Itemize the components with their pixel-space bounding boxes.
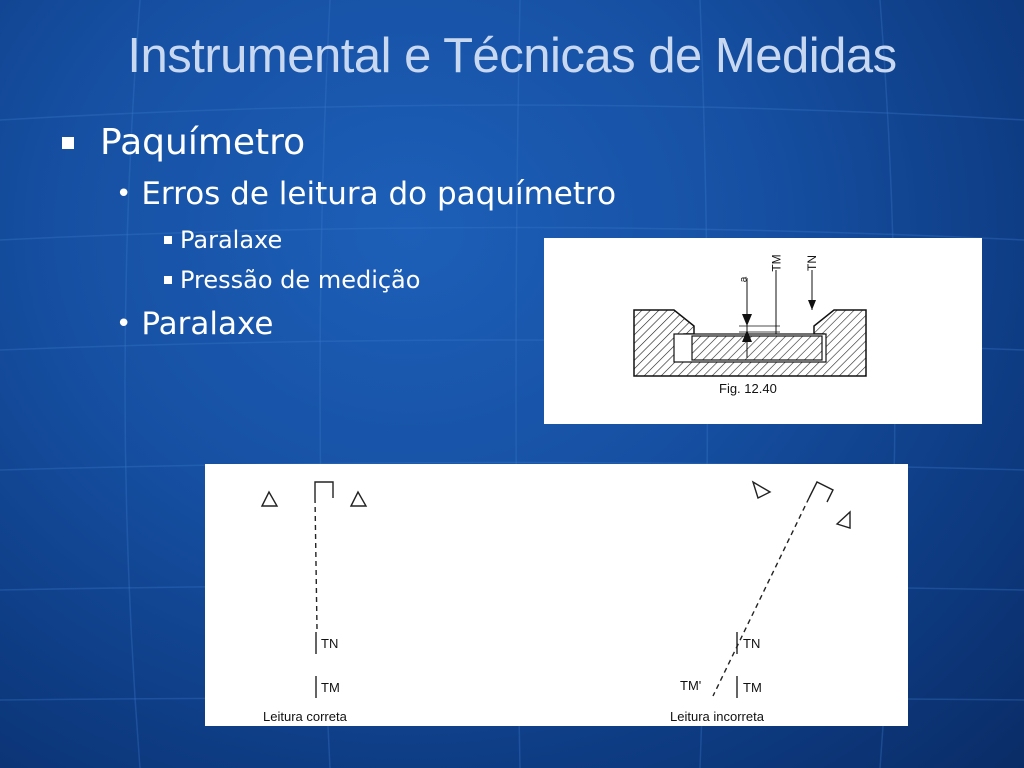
bullet-text: Paralaxe: [141, 306, 274, 342]
square-bullet-icon: [164, 236, 172, 244]
bullet-text: Pressão de medição: [180, 266, 421, 294]
right-caption: Leitura incorreta: [670, 709, 764, 724]
right-label-tm-prime: TM': [680, 678, 702, 693]
caliper-section-drawing: [544, 238, 982, 424]
square-bullet-icon: [62, 137, 74, 149]
round-bullet-icon: •: [116, 179, 132, 209]
bullet-paquimetro: [62, 122, 305, 163]
bullet-pressao: [164, 266, 420, 294]
right-label-tm: TM: [743, 680, 762, 695]
slide-title: Instrumental e Técnicas de Medidas: [127, 29, 897, 83]
bullet-paralaxe: [116, 306, 273, 342]
bullet-text: Erros de leitura do paquímetro: [141, 176, 617, 212]
left-label-tm: TM: [321, 680, 340, 695]
label-tm: TM: [769, 254, 784, 272]
figure-caption: Fig. 12.40: [719, 381, 777, 396]
eye-left-b-icon: [351, 492, 366, 506]
eye-right-a-icon: [753, 482, 770, 498]
label-a: a: [738, 276, 750, 283]
bullet-text: Paralaxe: [180, 226, 283, 254]
square-bullet-icon: [164, 276, 172, 284]
bullet-erros-leitura: [116, 176, 616, 212]
bullet-paralaxe-sub: [164, 226, 282, 254]
eye-right-b-icon: [837, 512, 850, 528]
label-tn: TN: [805, 255, 819, 271]
parallax-reading-figure: [205, 464, 908, 726]
left-label-tn: TN: [321, 636, 339, 651]
caliper-section-figure: [544, 238, 982, 424]
bullet-text: Paquímetro: [100, 122, 306, 163]
eye-left-a-icon: [262, 492, 277, 506]
right-label-tn: TN: [743, 636, 761, 651]
left-caption: Leitura correta: [263, 709, 347, 724]
round-bullet-icon: •: [116, 309, 132, 339]
parallax-reading-drawing: [205, 464, 908, 726]
